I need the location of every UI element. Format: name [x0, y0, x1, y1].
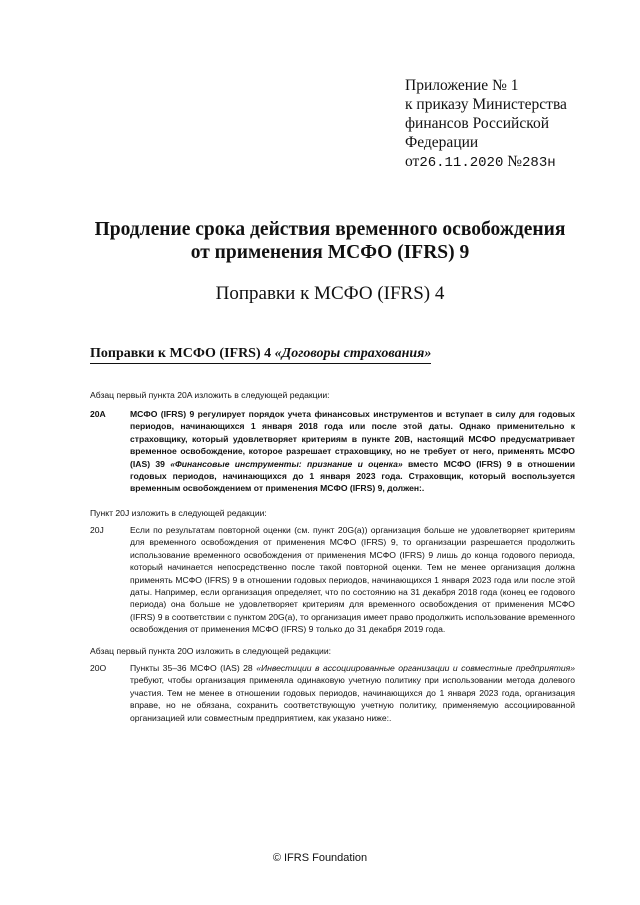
appendix-line: Федерации — [405, 134, 479, 151]
instruction-20a: Абзац первый пункта 20A изложить в следующей редакции: — [90, 390, 330, 400]
paragraph-text-part: вместо МСФО (IFRS) 9 в отношении годовых периодов, начинающихся до 1 января 2023 года. Страховщик, который воспользуется временным освобождением от применения МСФО (IFRS) 9, должен:. — [130, 458, 575, 494]
title-line: Продление срока действия временного освобождения — [94, 219, 566, 240]
paragraph-20o — [90, 662, 575, 724]
appendix-header — [405, 76, 605, 173]
date-prefix: от — [405, 153, 420, 170]
number-prefix: № — [507, 153, 523, 170]
paragraph-20j — [90, 524, 575, 636]
paragraph-number: 20J — [90, 525, 104, 535]
instruction-20o: Абзац первый пункта 20O изложить в следующей редакции: — [90, 646, 332, 656]
document-subtitle: Поправки к МСФО (IFRS) 4 — [215, 283, 445, 304]
paragraph-number: 20A — [90, 409, 106, 419]
paragraph-text-part: требуют, чтобы организация применяла одинаковую учетную политику при использовании метода долевого участия. Тем не менее в отношении годовых периодов, начинающихся до 1 января 2023 года, организация вправе, но не обязана, сохранить соответствующую учетную политику, применяемую ассоциированной организацией или совместным предприятием, как указано ниже:. — [130, 675, 575, 723]
order-number: 283н — [522, 155, 556, 171]
instruction-20j: Пункт 20J изложить в следующей редакции: — [90, 508, 267, 518]
paragraph-text-italic: «Финансовые инструменты: признание и оценка» — [170, 458, 403, 469]
paragraph-text-italic: «Инвестиции в ассоциированные организации и совместные предприятия» — [256, 663, 575, 673]
section-heading-prefix: Поправки к МСФО (IFRS) 4 — [90, 346, 275, 361]
paragraph-text — [130, 408, 575, 495]
copyright-footer: © IFRS Foundation — [272, 852, 368, 864]
paragraph-text: Если по результатам повторной оценки (см. пункт 20G(a)) организация больше не удовлетворяет критериям для временного освобождения от применения МСФО (IFRS) 9, то организации разрешается продолжить использование временного освобождения от применения МСФО (IFRS) 9 лишь до конца годового периода, который начинается непосредственно после такой повторной оценки. Тем не менее организация должна применять МСФО (IFRS) 9 в отношении годовых периодов, начинающихся 1 января 2023 года или после этой даты. Например, если организация определяет, что по состоянию на 31 декабря 2018 года (конец ее годового периода) она больше не удовлетворяет критериям для временного освобождения от применения МСФО (IFRS) 9 в соответствии с пунктом 20G(a), то организация имеет право продолжить использование временного освобождения от применения МСФО (IFRS) 9 только до 31 декабря 2019 года. — [130, 525, 575, 635]
appendix-date-line — [405, 152, 605, 173]
paragraph-text — [130, 662, 575, 724]
appendix-line: к приказу Министерства — [405, 96, 567, 113]
appendix-line: Приложение № 1 — [405, 77, 519, 94]
section-heading — [90, 346, 431, 364]
paragraph-text-part: МСФО (IFRS) 9 регулирует порядок учета финансовых инструментов и вступает в силу для годовых периодов, начинающихся 1 января 2018 года или после этой даты. Однако применительно к страховщику, который удовлетворяет критериям в пункте 20B, настоящий МСФО предусматривает временное освобождение, которое разрешает страховщику, но не требует от него, применять МСФО (IAS) 39 — [130, 409, 575, 469]
paragraph-20a — [90, 408, 575, 495]
paragraph-text-part: Пункты 35–36 МСФО (IAS) 28 — [130, 663, 257, 673]
document-title — [60, 218, 600, 264]
section-heading-italic: «Договоры страхования» — [274, 346, 432, 361]
paragraph-number: 20O — [90, 663, 107, 673]
title-line: от применения МСФО (IFRS) 9 — [190, 242, 470, 263]
order-date: 26.11.2020 — [419, 155, 504, 171]
appendix-line: финансов Российской — [405, 115, 550, 132]
